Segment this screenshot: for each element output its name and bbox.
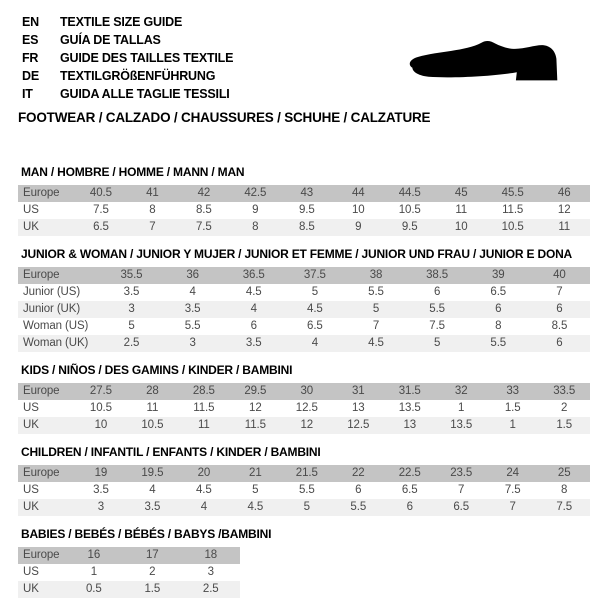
size-value: 33: [506, 385, 519, 397]
size-value: 31.5: [398, 385, 421, 397]
size-value: 40.5: [89, 187, 112, 199]
size-value: 4.5: [307, 303, 323, 315]
category-title: FOOTWEAR / CALZADO / CHAUSSURES / SCHUHE / CALZATURE: [18, 110, 431, 125]
size-row: [18, 318, 590, 335]
size-value: 7: [458, 484, 465, 496]
language-row: [22, 13, 233, 31]
size-value: 8.5: [551, 320, 568, 332]
size-value: 36.5: [242, 269, 265, 281]
size-value: 11: [558, 221, 571, 233]
size-value: 2.5: [123, 337, 140, 349]
size-value: 1: [458, 402, 465, 414]
size-row: [18, 301, 590, 318]
size-value: 6.5: [453, 501, 470, 513]
size-row: [18, 219, 590, 236]
row-label: UK: [23, 419, 39, 431]
size-value: 5: [433, 337, 441, 349]
size-value: 38.5: [426, 269, 449, 281]
europe-header-row: [18, 547, 240, 564]
size-value: 7.5: [429, 320, 445, 332]
size-value: 11: [197, 419, 210, 431]
table-title: CHILDREN / INFANTIL / ENFANTS / KINDER / BAMBINI: [21, 445, 321, 459]
size-value: 4: [200, 501, 207, 513]
size-value: 11.5: [193, 402, 215, 414]
size-table: [18, 383, 590, 434]
size-value: 27.5: [89, 385, 112, 397]
size-value: 41: [146, 187, 159, 199]
size-value: 2.5: [202, 583, 219, 595]
size-value: 4: [149, 484, 156, 496]
row-label: US: [23, 204, 39, 216]
size-row: [18, 400, 590, 417]
size-row: [18, 417, 590, 434]
size-value: 1.5: [556, 419, 573, 431]
row-label: UK: [23, 501, 39, 513]
size-value: 3: [128, 303, 135, 315]
size-value: 5.5: [429, 303, 445, 315]
language-code: IT: [22, 87, 33, 101]
row-label: Europe: [23, 187, 60, 199]
size-value: 4: [311, 337, 319, 349]
size-value: 10.5: [141, 419, 164, 431]
row-label: US: [23, 402, 39, 414]
size-value: 7: [372, 320, 380, 332]
size-table-babies: [18, 528, 590, 598]
size-value: 3: [97, 501, 105, 513]
row-label: Woman (UK): [23, 337, 89, 349]
size-value: 16: [87, 549, 101, 561]
size-value: 43: [300, 187, 314, 199]
row-label: UK: [23, 583, 39, 595]
row-label: Europe: [23, 467, 60, 479]
row-label: Woman (US): [23, 320, 89, 332]
table-title: MAN / HOMBRE / HOMME / MANN / MAN: [21, 165, 245, 179]
size-value: 4.5: [196, 484, 212, 496]
size-value: 5: [252, 484, 259, 496]
size-row: [18, 202, 590, 219]
language-label: GUIDA ALLE TAGLIE TESSILI: [60, 87, 230, 101]
size-table: [18, 267, 590, 352]
language-code: FR: [22, 51, 39, 65]
language-code: ES: [22, 33, 39, 47]
size-value: 23.5: [450, 467, 473, 479]
row-label: Junior (US): [23, 286, 81, 298]
size-value: 3: [189, 337, 196, 349]
size-value: 11.5: [502, 204, 524, 216]
size-value: 4.5: [245, 286, 262, 298]
size-value: 4: [250, 303, 257, 315]
size-value: 1: [509, 419, 516, 431]
size-value: 4.5: [247, 501, 264, 513]
size-value: 12: [249, 402, 262, 414]
size-value: 5: [372, 303, 380, 315]
size-value: 3.5: [144, 501, 161, 513]
size-value: 1.5: [504, 402, 521, 414]
size-value: 1.5: [144, 583, 161, 595]
size-value: 42.5: [244, 187, 267, 199]
size-value: 45.5: [501, 187, 524, 199]
europe-header-row: [18, 383, 590, 400]
size-value: 35.5: [120, 269, 143, 281]
row-label: Junior (UK): [23, 303, 81, 315]
size-value: 5.5: [298, 484, 315, 496]
language-row: [22, 85, 233, 103]
size-value: 19: [94, 467, 108, 479]
size-row: [18, 284, 590, 301]
size-row: [18, 581, 240, 598]
size-value: 8.5: [196, 204, 212, 216]
size-table: [18, 547, 240, 598]
size-value: 22.5: [398, 467, 421, 479]
size-value: 3.5: [245, 337, 262, 349]
size-value: 8.5: [298, 221, 315, 233]
row-label: Europe: [23, 385, 60, 397]
size-value: 18: [204, 549, 218, 561]
size-value: 13: [403, 419, 417, 431]
size-value: 5.5: [368, 286, 384, 298]
language-label: TEXTILGRÖßENFÜHRUNG: [60, 69, 216, 83]
size-value: 44: [351, 187, 365, 199]
size-value: 8: [149, 204, 156, 216]
size-value: 7.5: [93, 204, 109, 216]
size-value: 6.5: [307, 320, 323, 332]
europe-header-row: [18, 185, 590, 202]
size-value: 38: [369, 269, 383, 281]
size-value: 12.5: [347, 419, 370, 431]
size-value: 11: [146, 402, 159, 414]
size-row: [18, 335, 590, 352]
language-label: GUÍA DE TALLAS: [60, 33, 161, 47]
size-value: 6: [406, 501, 413, 513]
size-value: 20: [197, 467, 211, 479]
size-table-children: [18, 446, 590, 516]
table-title: KIDS / NIÑOS / DES GAMINS / KINDER / BAMBINI: [21, 363, 293, 377]
size-value: 8: [252, 221, 259, 233]
size-value: 40: [553, 269, 566, 281]
size-row: [18, 499, 590, 516]
size-value: 8: [495, 320, 502, 332]
size-value: 17: [145, 549, 159, 561]
size-value: 6.5: [490, 286, 507, 298]
size-value: 21.5: [295, 467, 318, 479]
size-value: 37.5: [303, 269, 326, 281]
size-value: 44.5: [398, 187, 421, 199]
size-value: 5.5: [350, 501, 367, 513]
language-row: [22, 67, 233, 85]
size-value: 21: [249, 467, 262, 479]
europe-header-row: [18, 267, 590, 284]
size-value: 6: [556, 337, 563, 349]
row-label: US: [23, 484, 39, 496]
table-title: BABIES / BEBÉS / BÉBÉS / BABYS /BAMBINI: [21, 527, 272, 541]
size-value: 22: [351, 467, 365, 479]
language-code: EN: [22, 15, 39, 29]
size-value: 3.5: [184, 303, 201, 315]
size-value: 2: [149, 566, 156, 578]
size-value: 9: [252, 204, 259, 216]
size-value: 13.5: [450, 419, 473, 431]
size-value: 42: [197, 187, 211, 199]
size-value: 1: [90, 566, 97, 578]
row-label: Europe: [23, 549, 60, 561]
size-value: 5.5: [490, 337, 507, 349]
size-value: 5: [303, 501, 310, 513]
size-tables: [18, 166, 590, 600]
size-value: 10.5: [398, 204, 421, 216]
table-title: JUNIOR & WOMAN / JUNIOR Y MUJER / JUNIOR ET FEMME / JUNIOR UND FRAU / JUNIOR E DONA: [21, 247, 573, 261]
size-table-junior-woman: [18, 248, 590, 352]
row-label: US: [23, 566, 39, 578]
size-value: 5: [128, 320, 135, 332]
size-table: [18, 465, 590, 516]
size-value: 46: [557, 187, 571, 199]
size-value: 10.5: [89, 402, 112, 414]
language-label: GUIDE DES TAILLES TEXTILE: [60, 51, 234, 65]
language-list: [22, 13, 233, 103]
size-value: 7: [509, 501, 516, 513]
language-code: DE: [22, 69, 39, 83]
size-value: 4.5: [368, 337, 384, 349]
size-value: 10: [94, 419, 108, 431]
size-value: 13.5: [398, 402, 421, 414]
size-value: 6: [556, 303, 563, 315]
size-value: 31: [351, 385, 365, 397]
size-value: 28: [146, 385, 159, 397]
size-value: 4: [189, 286, 196, 298]
size-table-man: [18, 166, 590, 236]
size-table-kids: [18, 364, 590, 434]
size-value: 12.5: [295, 402, 318, 414]
size-value: 6.5: [401, 484, 418, 496]
size-value: 3.5: [123, 286, 140, 298]
size-value: 12: [300, 419, 314, 431]
size-value: 7: [556, 286, 563, 298]
language-row: [22, 49, 233, 67]
europe-header-row: [18, 465, 590, 482]
size-value: 19.5: [141, 467, 164, 479]
size-value: 7.5: [196, 221, 212, 233]
size-value: 10: [454, 221, 468, 233]
size-value: 2: [561, 402, 568, 414]
size-value: 9.5: [401, 221, 418, 233]
size-value: 24: [506, 467, 519, 479]
size-value: 5.5: [184, 320, 201, 332]
size-value: 6: [495, 303, 502, 315]
size-value: 11.5: [244, 419, 266, 431]
size-value: 30: [300, 385, 314, 397]
size-value: 6: [355, 484, 362, 496]
size-value: 33.5: [553, 385, 576, 397]
size-row: [18, 482, 590, 499]
size-value: 7: [149, 221, 156, 233]
language-row: [22, 31, 233, 49]
size-row: [18, 564, 240, 581]
size-value: 28.5: [192, 385, 215, 397]
size-value: 3.5: [93, 484, 109, 496]
size-value: 29.5: [244, 385, 267, 397]
size-value: 39: [491, 269, 505, 281]
size-value: 0.5: [85, 583, 102, 595]
size-value: 36: [186, 269, 199, 281]
dress-shoe-icon: [398, 30, 578, 102]
size-value: 32: [454, 385, 468, 397]
size-value: 10: [351, 204, 365, 216]
language-label: TEXTILE SIZE GUIDE: [60, 15, 183, 29]
size-value: 10.5: [501, 221, 524, 233]
size-value: 9: [355, 221, 362, 233]
size-value: 45: [454, 187, 468, 199]
size-value: 12: [557, 204, 571, 216]
size-value: 7.5: [504, 484, 521, 496]
size-table: [18, 185, 590, 236]
size-value: 5: [311, 286, 319, 298]
size-value: 6: [250, 320, 257, 332]
size-value: 3: [207, 566, 214, 578]
size-value: 11: [455, 204, 468, 216]
size-value: 13: [351, 402, 365, 414]
size-value: 6: [433, 286, 441, 298]
size-value: 8: [561, 484, 568, 496]
size-value: 6.5: [93, 221, 109, 233]
size-value: 9.5: [298, 204, 315, 216]
size-value: 25: [557, 467, 571, 479]
row-label: Europe: [23, 269, 60, 281]
row-label: UK: [23, 221, 39, 233]
size-value: 7.5: [556, 501, 573, 513]
